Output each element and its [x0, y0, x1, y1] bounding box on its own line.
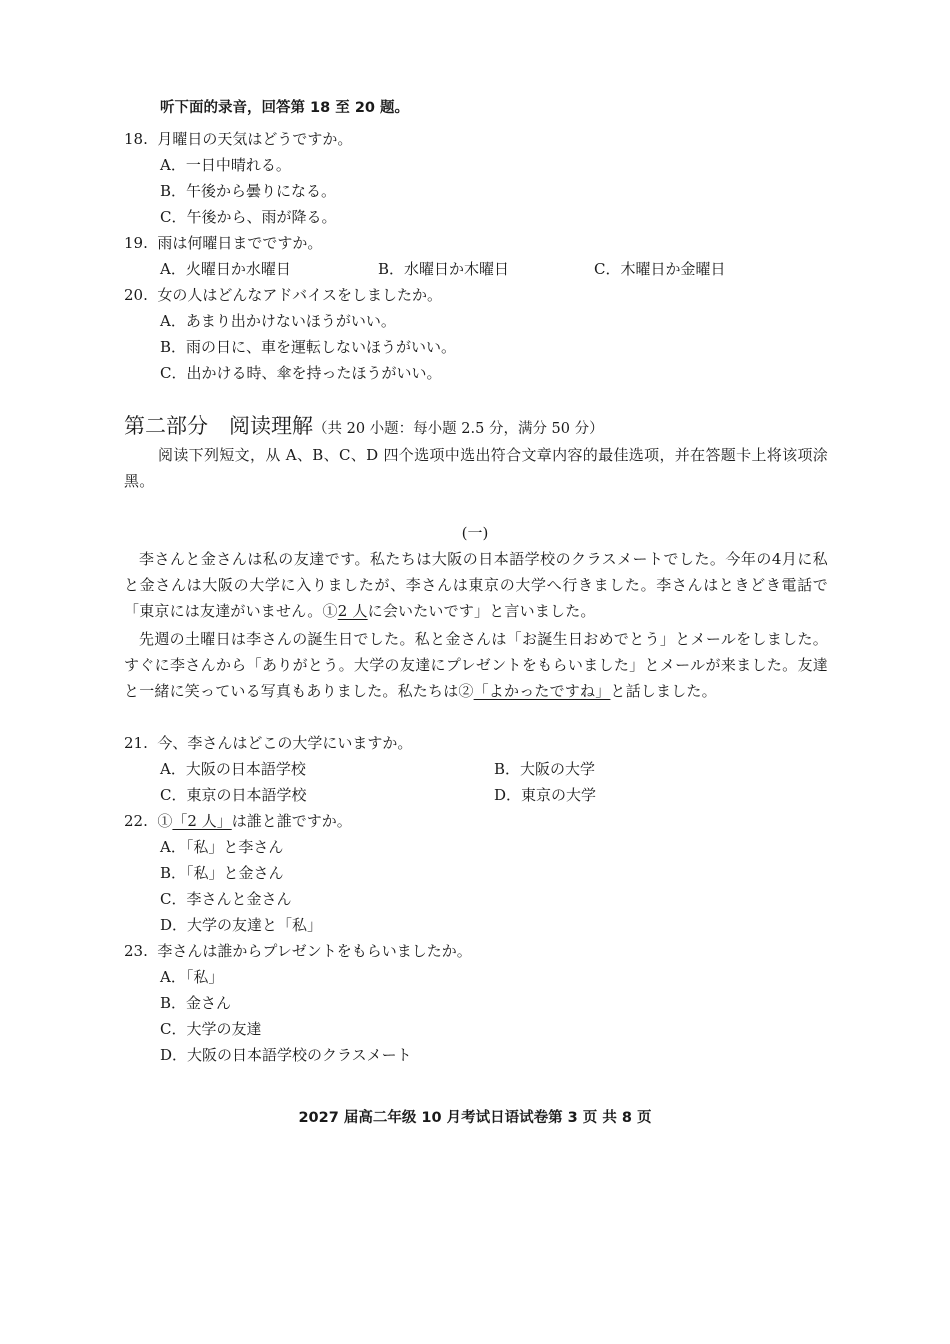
option-20c: C．出かける時、傘を持ったほうがいい。 [160, 364, 442, 382]
option-22d: D．大学の友達と「私」 [160, 916, 323, 934]
option-22a: A．「私」と李さん [160, 838, 284, 856]
question-number: 20. [124, 286, 148, 304]
question-19 [124, 232, 322, 253]
question-text: 月曜日の天気はどうですか。 [157, 130, 353, 148]
question-text: 雨は何曜日までですか。 [157, 234, 323, 252]
page-footer: 2027 届高二年级 10 月考试日语试卷第 3 页 共 8 页 [298, 1110, 652, 1126]
section-heading [124, 410, 604, 440]
option-23d: D．大阪の日本語学校のクラスメート [160, 1046, 412, 1064]
question-22: 22. ①「2 人」は誰と誰ですか。 [124, 812, 352, 830]
passage-paragraph-2: 先週の土曜日は李さんの誕生日でした。私と金さんは「お誕生日おめでとう」とメールをしました。すぐに李さんから「ありがとう。大学の友達にプレゼントをもらいました」とメールが来ました。友達と一緒に笑っている写真もありました。私たちは②「よかったですね」と話しました。 [124, 630, 828, 700]
option-21b: B．大阪の大学 [494, 760, 596, 778]
question-text: は誰と誰ですか。 [231, 812, 352, 830]
option-20b: B．雨の日に、車を運転しないほうがいい。 [160, 338, 457, 356]
passage-paragraph-1: 李さんと金さんは私の友達です。私たちは大阪の日本語学校のクラスメートでした。今年の4月に私と金さんは大阪の大学に入りましたが、李さんは東京の大学へ行きました。李さんはときどき電話で「東京には友達がいません。①2 人に会いたいです」と言いました。 [124, 550, 828, 620]
option-23b: B．金さん [160, 994, 232, 1012]
option-22c: C．李さんと金さん [160, 890, 292, 908]
question-23 [124, 940, 472, 961]
question-number: 18. [124, 130, 148, 148]
passage-label: (一) [461, 524, 489, 542]
option-21d: D．東京の大学 [494, 786, 597, 804]
section-note: （共 20 小题：每小题 2.5 分，满分 50 分） [313, 421, 604, 437]
option-23a: A．「私」 [160, 968, 224, 986]
option-22b: B．「私」と金さん [160, 864, 284, 882]
option-21a: A．大阪の日本語学校 [160, 760, 306, 778]
option-19c: C．木曜日か金曜日 [594, 260, 726, 278]
question-20 [124, 284, 442, 305]
question-18 [124, 128, 352, 149]
question-text: 李さんは誰からプレゼントをもらいましたか。 [157, 942, 472, 960]
listening-instruction: 听下面的录音，回答第 18 至 20 题。 [160, 100, 410, 116]
underlined-phrase-1: 2 人 [337, 602, 368, 620]
option-18c: C．午後から、雨が降る。 [160, 208, 337, 226]
option-19b: B．水曜日か木曜日 [378, 260, 510, 278]
question-number: 22. [124, 812, 148, 830]
question-21 [124, 732, 412, 753]
option-18a: A．一日中晴れる。 [160, 156, 291, 174]
option-18b: B．午後から曇りになる。 [160, 182, 337, 200]
question-number: 21. [124, 734, 148, 752]
question-number: 23. [124, 942, 148, 960]
underlined-reference: 「2 人」 [172, 812, 232, 830]
question-text: 女の人はどんなアドバイスをしましたか。 [157, 286, 442, 304]
option-23c: C．大学の友達 [160, 1020, 262, 1038]
section-title: 第二部分 阅读理解 [124, 414, 313, 438]
option-20a: A．あまり出かけないほうがいい。 [160, 312, 396, 330]
reading-directions: 阅读下列短文，从 A、B、C、D 四个选项中选出符合文章内容的最佳选项，并在答题卡上将该项涂黑。 [124, 446, 828, 490]
question-text: 今、李さんはどこの大学にいますか。 [157, 734, 413, 752]
option-21c: C．東京の日本語学校 [160, 786, 307, 804]
question-number: 19. [124, 234, 148, 252]
underlined-phrase-2: 「よかったですね」 [473, 682, 611, 700]
option-19a: A．火曜日か水曜日 [160, 260, 291, 278]
